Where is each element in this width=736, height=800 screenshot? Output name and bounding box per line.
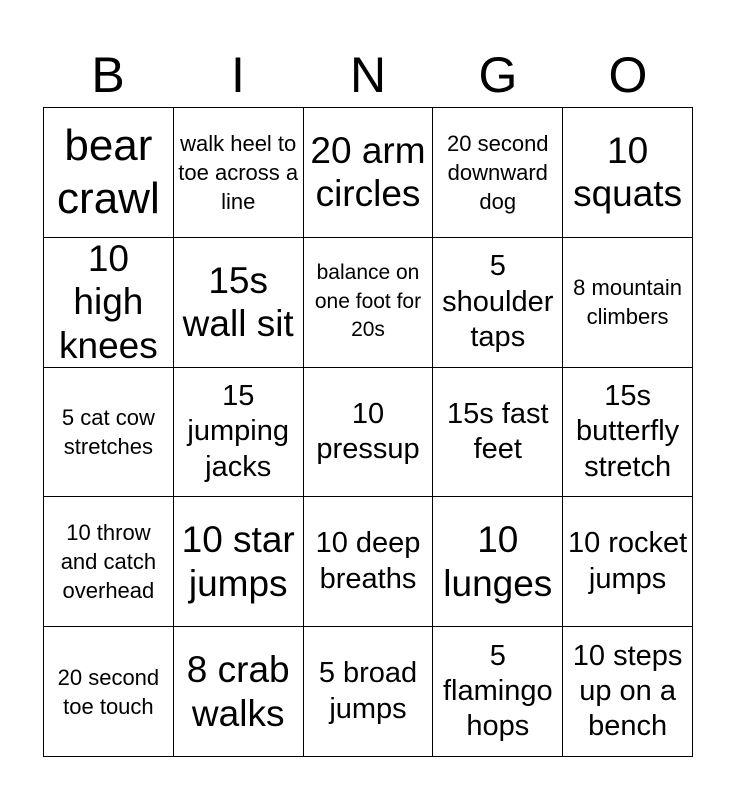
- bingo-cell[interactable]: [433, 627, 563, 757]
- cell-label: 20 second toe touch: [57, 664, 160, 719]
- cell-label: 5 broad jumps: [318, 657, 418, 725]
- cell-label: 5 flamingo hops: [442, 639, 553, 743]
- bingo-cell[interactable]: [563, 238, 693, 368]
- header-letter-b: B: [91, 47, 125, 103]
- cell-label: 8 crab walks: [186, 648, 290, 734]
- header-letter-i: I: [231, 47, 245, 103]
- bingo-cell[interactable]: [304, 108, 434, 238]
- cell-label: 20 arm circles: [310, 129, 426, 215]
- cell-label: 15s fast feet: [447, 397, 549, 465]
- header-letter-g: G: [478, 47, 518, 103]
- bingo-cell[interactable]: [44, 238, 174, 368]
- bingo-cell[interactable]: [304, 627, 434, 757]
- cell-label: 10 steps up on a bench: [572, 639, 683, 743]
- bingo-cell[interactable]: [174, 238, 304, 368]
- bingo-cell[interactable]: [563, 497, 693, 627]
- cell-label: 10 squats: [573, 129, 683, 215]
- bingo-header: [43, 44, 693, 106]
- bingo-cell[interactable]: [174, 368, 304, 498]
- cell-label: 10 high knees: [59, 237, 158, 367]
- cell-label: balance on one foot for 20s: [314, 261, 422, 342]
- bingo-cell[interactable]: [174, 108, 304, 238]
- bingo-cell[interactable]: [44, 497, 174, 627]
- bingo-cell[interactable]: [563, 627, 693, 757]
- bingo-cell[interactable]: [433, 238, 563, 368]
- cell-label: 10 lunges: [443, 519, 553, 604]
- cell-label: 5 shoulder taps: [442, 250, 554, 353]
- bingo-cell[interactable]: [304, 238, 434, 368]
- cell-label: 8 mountain climbers: [573, 275, 683, 330]
- bingo-cell[interactable]: [174, 627, 304, 757]
- cell-label: 10 deep breaths: [315, 527, 421, 595]
- cell-label: 15s butterfly stretch: [576, 379, 680, 483]
- cell-label: bear crawl: [57, 120, 160, 224]
- bingo-cell[interactable]: [433, 497, 563, 627]
- cell-label: 5 cat cow stretches: [61, 404, 155, 459]
- bingo-cell[interactable]: [44, 368, 174, 498]
- header-letter-n: N: [349, 47, 387, 103]
- cell-label: 10 pressup: [316, 397, 420, 465]
- header-letter-o: O: [608, 47, 648, 103]
- cell-label: walk heel to toe across a line: [178, 130, 299, 214]
- bingo-cell[interactable]: [304, 497, 434, 627]
- bingo-cell[interactable]: [44, 108, 174, 238]
- cell-label: 15s wall sit: [182, 259, 294, 345]
- cell-label: 20 second downward dog: [447, 130, 549, 214]
- bingo-cell[interactable]: [174, 497, 304, 627]
- bingo-cell[interactable]: [304, 368, 434, 498]
- cell-label: 10 star jumps: [181, 519, 295, 604]
- cell-label: 10 throw and catch overhead: [60, 520, 157, 604]
- cell-label: 15 jumping jacks: [187, 379, 289, 483]
- bingo-cell[interactable]: [563, 108, 693, 238]
- bingo-cell[interactable]: [433, 368, 563, 498]
- bingo-cell[interactable]: [44, 627, 174, 757]
- bingo-cell[interactable]: [433, 108, 563, 238]
- cell-label: 10 rocket jumps: [567, 527, 688, 595]
- bingo-cell[interactable]: [563, 368, 693, 498]
- bingo-board: [43, 107, 693, 757]
